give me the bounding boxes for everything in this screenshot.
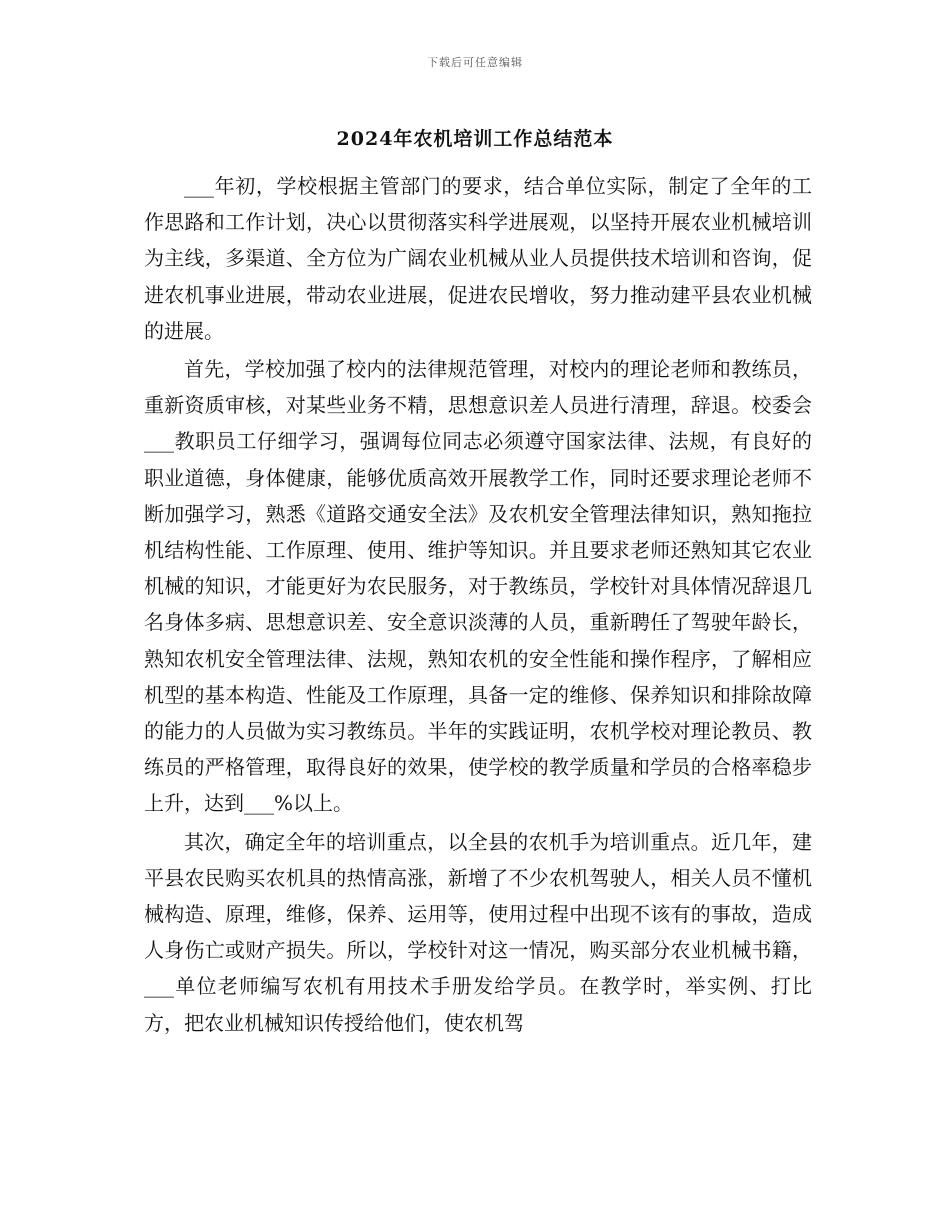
paragraph-training-focus: 其次，确定全年的培训重点，以全县的农机手为培训重点。近几年，建平县农民购买农机具的热情高涨，新增了不少农机驾驶人，相关人员不懂机械构造、原理，维修，保养、运用等，使用过程中出现不该有的事故，造成人身伤亡或财产损失。所以，学校针对这一情况，购买部分农业机械书籍，___单位老师编写农机有用技术手册发给学员。在教学时，举实例、打比方，把农业机械知识传授给他们，使农机驾 xyxy=(144,829,812,1035)
document-body xyxy=(144,168,812,1043)
header-note: 下载后可任意编辑 xyxy=(427,56,523,69)
document-title: 2024年农机培训工作总结范本 xyxy=(336,128,614,150)
paragraph-management: 首先，学校加强了校内的法律规范管理，对校内的理论老师和教练员，重新资质审核，对某些业务不精，思想意识差人员进行清理，辞退。校委会___教职员工仔细学习，强调每位同志必须遵守国家法律、法规，有良好的职业道德，身体健康，能够优质高效开展教学工作，同时还要求理论老师不断加强学习，熟悉《道路交通安全法》及农机安全管理法律知识，熟知拖拉机结构性能、工作原理、使用、维护等知识。并且要求老师还熟知其它农业机械的知识，才能更好为农民服务，对于教练员，学校针对具体情况辞退几名身体多病、思想意识差、安全意识淡薄的人员，重新聘任了驾驶年龄长，熟知农机安全管理法律、法规，熟知农机的安全性能和操作程序，了解相应机型的基本构造、性能及工作原理，具备一定的维修、保养知识和排除故障的能力的人员做为实习教练员。半年的实践证明，农机学校对理论教员、教练员的严格管理，取得良好的效果，使学校的教学质量和学员的合格率稳步上升，达到___%以上。 xyxy=(144,357,812,816)
paragraph-intro: ___年初，学校根据主管部门的要求，结合单位实际，制定了全年的工作思路和工作计划，决心以贯彻落实科学进展观，以坚持开展农业机械培训为主线，多渠道、全方位为广阔农业机械从业人员提供技术培训和咨询，促进农机事业进展，带动农业进展，促进农民增收，努力推动建平县农业机械的进展。 xyxy=(144,174,812,343)
